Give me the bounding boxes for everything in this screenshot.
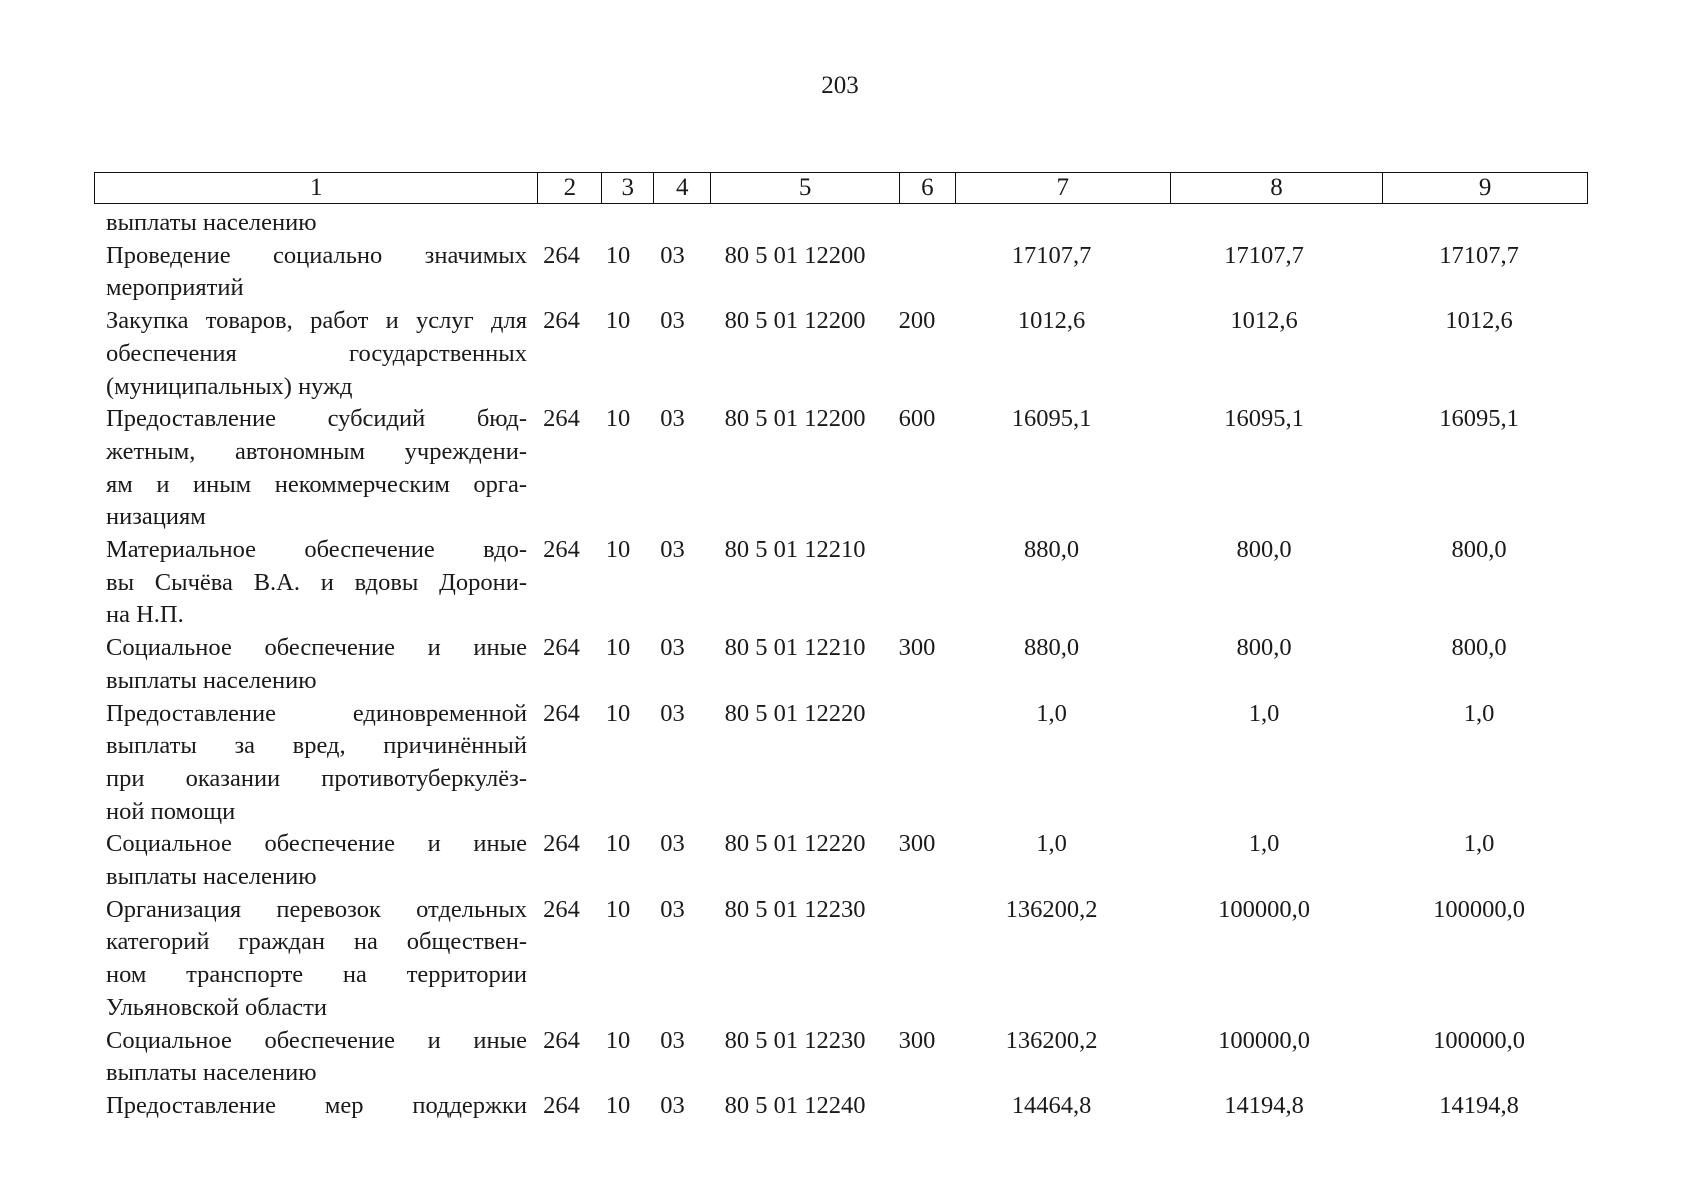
cell-c8: 800,0 [1236,634,1292,662]
description-line: Проведение социально значимых [106,241,527,269]
cell-c9 [1370,207,1588,240]
cell-c7: 1,0 [1036,830,1067,858]
cell-c3: 10 [605,895,631,923]
row-description [94,1025,527,1090]
cell-c2 [527,207,592,240]
cell-c9: 1,0 [1463,699,1495,727]
table-row [94,828,1588,893]
cell-c8: 16095,1 [1224,405,1304,433]
cell-c6: 200 [898,307,936,335]
cell-c2: 264 [543,536,580,564]
cell-c7: 16095,1 [1011,405,1092,433]
cell-c2: 264 [543,307,580,335]
cell-c9: 1,0 [1463,830,1495,858]
description-line: выплаты населению [106,209,317,236]
cell-c2: 264 [543,634,580,662]
cell-c6 [889,1090,945,1123]
description-line: Предоставление субсидий бюд- [106,405,527,433]
cell-c7: 136200,2 [1005,895,1098,923]
table-row [94,894,1588,1025]
description-line: выплаты за вред, причинённый [106,732,527,760]
cell-c8: 100000,0 [1218,1026,1310,1054]
row-description [94,1090,527,1123]
table-body [94,207,1588,1123]
cell-c4: 03 [660,830,685,858]
cell-c3: 10 [605,699,631,727]
cell-c6 [889,240,945,305]
row-description [94,534,527,632]
cell-c6: 600 [898,405,936,433]
cell-c9: 16095,1 [1439,405,1519,433]
cell-c3: 10 [605,1091,631,1119]
row-description [94,207,527,240]
cell-c4: 03 [660,699,685,727]
description-line: Закупка товаров, работ и услуг для [106,307,527,335]
header-col-1: 1 [95,173,538,203]
cell-c5 [701,207,889,240]
cell-c8 [1158,207,1370,240]
cell-c4: 03 [660,1091,685,1119]
cell-c4: 03 [660,307,685,335]
header-col-5: 5 [711,173,900,203]
cell-c4: 03 [660,241,685,269]
header-col-6: 6 [900,173,956,203]
cell-c8: 100000,0 [1218,895,1310,923]
cell-c3: 10 [605,241,631,269]
description-line: категорий граждан на обществен- [106,928,527,956]
description-line: Ульяновской области [106,993,327,1021]
cell-c2: 264 [543,699,580,727]
cell-c5: 80 5 01 12210 [724,536,866,564]
cell-c2: 264 [543,405,580,433]
description-line: выплаты населению [106,1059,317,1087]
cell-c9: 1012,6 [1445,307,1513,335]
cell-c7: 14464,8 [1011,1091,1092,1119]
cell-c9: 14194,8 [1439,1091,1519,1119]
cell-c2: 264 [543,830,580,858]
header-col-3: 3 [602,173,654,203]
description-line: Социальное обеспечение и иные [106,1026,527,1054]
description-line: Предоставление мер поддержки [106,1091,527,1119]
description-line: (муниципальных) нужд [106,372,353,400]
table-row [94,240,1588,305]
description-line: выплаты населению [106,863,317,891]
cell-c6: 300 [898,634,936,662]
cell-c8: 1,0 [1248,830,1280,858]
row-description [94,240,527,305]
cell-c4: 03 [660,405,685,433]
cell-c7: 1012,6 [1017,307,1086,335]
table-row [94,698,1588,829]
cell-c8: 1012,6 [1230,307,1298,335]
cell-c4: 03 [660,1026,685,1054]
header-col-9: 9 [1478,174,1492,201]
cell-c3: 10 [605,830,631,858]
row-description [94,403,527,534]
header-col-7: 7 [956,173,1171,203]
cell-c4: 03 [660,536,685,564]
cell-c2: 264 [543,1091,580,1119]
cell-c7 [945,207,1158,240]
cell-c3: 10 [605,1026,631,1054]
description-line: на Н.П. [106,601,184,629]
cell-c7: 880,0 [1023,536,1080,564]
table-row [94,632,1588,697]
description-line: ном транспорте на территории [106,961,527,989]
description-line: при оказании противотуберкулёз- [106,764,527,792]
table-row [94,534,1588,632]
description-line: Материальное обеспечение вдо- [106,536,527,564]
cell-c6: 300 [898,1026,936,1054]
table-row [94,403,1588,534]
cell-c6: 300 [898,830,936,858]
row-description [94,632,527,697]
description-line: вы Сычёва В.А. и вдовы Дорони- [106,568,527,596]
description-line: обеспечения государственных [106,339,527,367]
row-description [94,305,527,403]
page-number: 203 [821,72,859,99]
row-description [94,894,527,1025]
row-description [94,828,527,893]
cell-c6 [889,534,945,632]
cell-c4: 03 [660,634,685,662]
description-line: Организация перевозок отдельных [106,895,527,923]
cell-c3: 10 [605,634,631,662]
description-line: выплаты населению [106,666,317,694]
cell-c9: 800,0 [1451,536,1507,564]
cell-c5: 80 5 01 12200 [724,405,866,433]
header-col-4: 4 [654,173,711,203]
cell-c5: 80 5 01 12220 [724,830,866,858]
cell-c4 [644,207,701,240]
cell-c9: 800,0 [1451,634,1507,662]
cell-c5: 80 5 01 12240 [724,1091,866,1119]
description-line: Предоставление единовременной [106,699,527,727]
cell-c2: 264 [543,895,580,923]
cell-c6 [889,698,945,829]
header-col-2: 2 [538,173,602,203]
cell-c8: 1,0 [1248,699,1280,727]
cell-c4: 03 [660,895,685,923]
cell-c5: 80 5 01 12210 [724,634,866,662]
description-line: низациям [106,503,206,531]
cell-c5: 80 5 01 12230 [724,895,866,923]
cell-c7: 1,0 [1036,699,1067,727]
cell-c5: 80 5 01 12230 [724,1026,866,1054]
table-row [94,1090,1588,1123]
cell-c9: 100000,0 [1433,895,1525,923]
description-line: Социальное обеспечение и иные [106,634,527,662]
description-line: мероприятий [106,274,244,302]
cell-c9: 17107,7 [1439,241,1519,269]
cell-c8: 800,0 [1236,536,1292,564]
cell-c2: 264 [543,1026,580,1054]
table-row [94,1025,1588,1090]
cell-c6 [889,894,945,1025]
cell-c3: 10 [605,536,631,564]
cell-c5: 80 5 01 12200 [724,241,866,269]
description-line: Социальное обеспечение и иные [106,830,527,858]
table-row [94,305,1588,403]
cell-c7: 880,0 [1023,634,1080,662]
cell-c7: 17107,7 [1011,241,1092,269]
cell-c3: 10 [605,307,631,335]
cell-c7: 136200,2 [1005,1026,1098,1054]
description-line: ной помощи [106,797,236,825]
cell-c2: 264 [543,241,580,269]
cell-c5: 80 5 01 12220 [724,699,866,727]
cell-c6 [889,207,945,240]
cell-c8: 14194,8 [1224,1091,1304,1119]
description-line: жетным, автономным учреждени- [106,437,527,465]
row-description [94,698,527,829]
cell-c3: 10 [605,405,631,433]
cell-c3 [592,207,644,240]
table-row [94,207,1588,240]
description-line: ям и иным некоммерческим орга- [106,470,527,498]
cell-c5: 80 5 01 12200 [724,307,866,335]
cell-c9: 100000,0 [1433,1026,1525,1054]
table-header [94,172,1588,204]
header-col-8: 8 [1171,173,1384,203]
cell-c8: 17107,7 [1224,241,1304,269]
